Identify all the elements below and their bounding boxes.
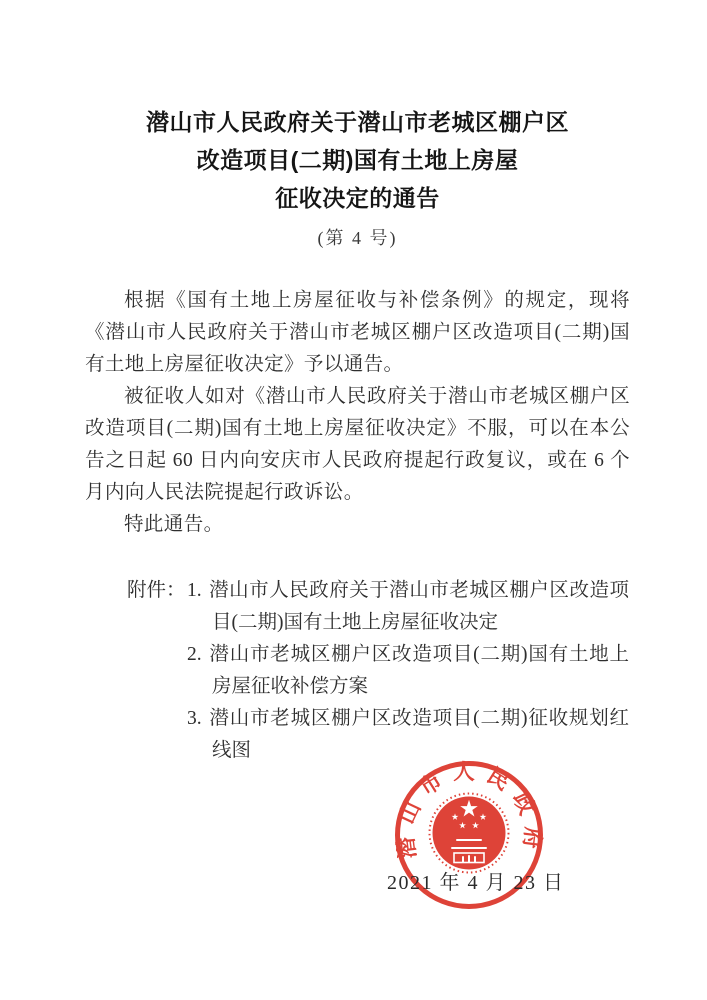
- paragraph-legal-basis: 根据《国有土地上房屋征收与补偿条例》的规定，现将《潜山市人民政府关于潜山市老城区棚户区改造项目(二期)国有土地上房屋征收决定》予以通告。: [85, 290, 631, 375]
- attachment-title-2: 潜山市老城区棚户区改造项目(二期)国有土地上房屋征收补偿方案: [208, 644, 629, 697]
- attachment-item-1: [187, 575, 629, 639]
- attachments-label: 附件：: [127, 580, 186, 601]
- attachment-number-3: 3.: [187, 708, 202, 729]
- paragraph-closing: 特此通告。: [124, 514, 224, 535]
- title-line-2: 改造项目(二期)国有土地上房屋: [196, 147, 519, 173]
- document-body: [85, 285, 630, 767]
- seal-text: 潜山市人民政府: [392, 759, 546, 860]
- attachment-title-1: 潜山市人民政府关于潜山市老城区棚户区改造项目(二期)国有土地上房屋征收决定: [208, 580, 629, 633]
- paragraph-appeal-rights: 被征收人如对《潜山市人民政府关于潜山市老城区棚户区改造项目(二期)国有土地上房屋征收决定》不服，可以在本公告之日起 60 日内向安庆市人民政府提起行政复议，或在 6 个月内向人民法院提起行政诉讼。: [85, 386, 630, 503]
- title-line-1: 潜山市人民政府关于潜山市老城区棚户区: [146, 109, 569, 135]
- attachment-item-2: [187, 639, 629, 703]
- attachment-number-2: 2.: [187, 644, 202, 665]
- attachment-number-1: 1.: [187, 580, 202, 601]
- document-title: [85, 103, 630, 217]
- attachment-title-3: 潜山市老城区棚户区改造项目(二期)征收规划红线图: [208, 708, 629, 761]
- title-line-3: 征收决定的通告: [275, 185, 440, 211]
- document-number: (第 4 号): [317, 228, 398, 248]
- national-emblem-icon: [430, 794, 509, 873]
- issue-date: 2021 年 4 月 23 日: [387, 872, 565, 894]
- attachments-section: [127, 575, 630, 767]
- attachments-list: [187, 575, 629, 767]
